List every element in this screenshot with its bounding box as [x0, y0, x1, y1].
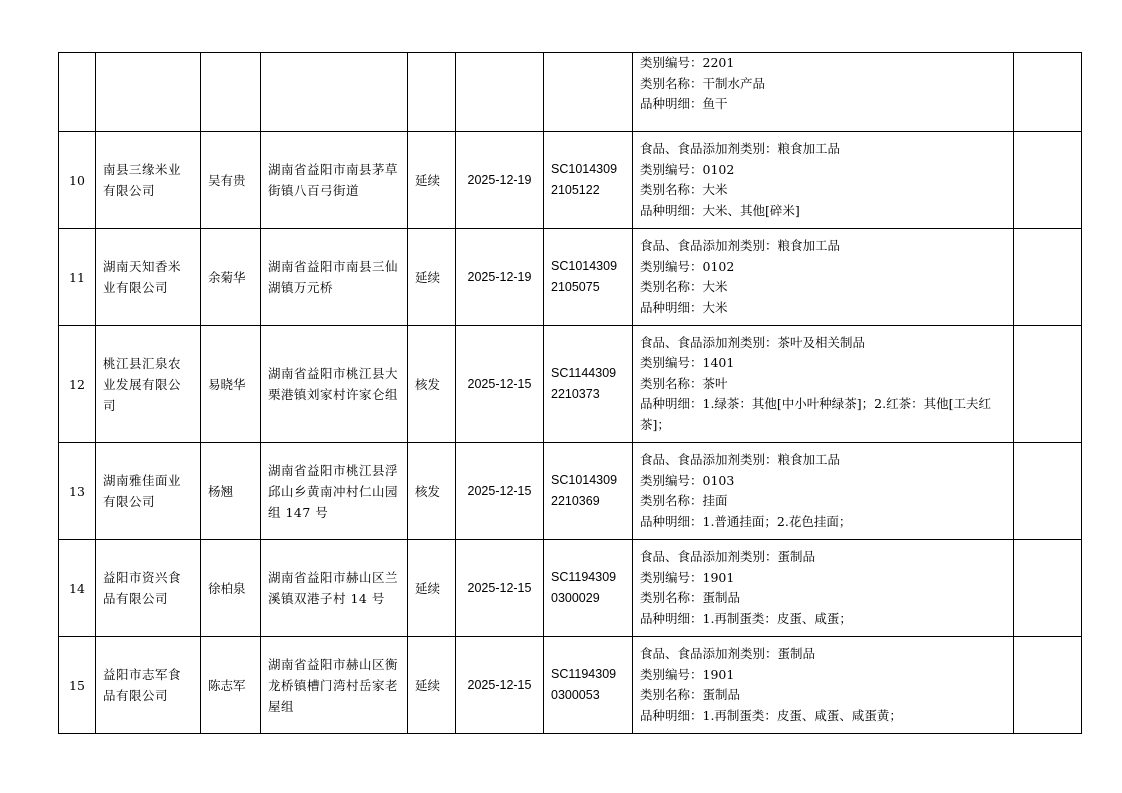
- table-row: [59, 132, 1082, 229]
- cell-address: 湖南省益阳市南县三仙湖镇万元桥: [261, 229, 408, 326]
- cell-address: 湖南省益阳市桃江县浮邱山乡黄南冲村仁山园组 147 号: [261, 443, 408, 540]
- detail-line: 食品、食品添加剂类别：粮食加工品: [640, 452, 841, 467]
- detail-line: 类别编号：2201: [640, 55, 735, 70]
- cell-no: 12: [59, 326, 96, 443]
- detail-line: 品种明细：1.再制蛋类：皮蛋、咸蛋、咸蛋黄；: [640, 707, 902, 723]
- detail-line: 类别名称：大米: [640, 279, 728, 294]
- cell-code: SC1014309 2210369: [544, 443, 633, 540]
- detail-line: 品种明细：鱼干: [640, 96, 728, 111]
- cell-no: 15: [59, 637, 96, 734]
- cell-details: [633, 326, 1014, 443]
- cell-details: [633, 229, 1014, 326]
- cell-type: 延续: [408, 637, 456, 734]
- detail-line: 食品、食品添加剂类别：蛋制品: [640, 646, 816, 661]
- cell-type: 延续: [408, 132, 456, 229]
- detail-line: 品种明细：大米: [640, 299, 728, 315]
- cell-person: 徐柏泉: [201, 540, 261, 637]
- cell-person: 吴有贵: [201, 132, 261, 229]
- cell-code: SC1014309 2105075: [544, 229, 633, 326]
- cell-date: 2025-12-15: [456, 443, 544, 540]
- cell-no: 14: [59, 540, 96, 637]
- detail-line: 类别编号：0103: [640, 472, 735, 488]
- cell-company: 益阳市志军食品有限公司: [96, 637, 201, 734]
- detail-line: 类别编号：1901: [640, 666, 735, 682]
- detail-line: 类别编号：0102: [640, 258, 735, 274]
- detail-line: 类别编号：1401: [640, 355, 735, 371]
- detail-line: 类别名称：蛋制品: [640, 687, 741, 702]
- cell-code: SC1144309 2210373: [544, 326, 633, 443]
- table-row: [59, 637, 1082, 734]
- cell-no: [59, 53, 96, 132]
- cell-date: 2025-12-19: [456, 132, 544, 229]
- cell-remark: [1014, 229, 1082, 326]
- cell-remark: [1014, 540, 1082, 637]
- cell-person: 陈志军: [201, 637, 261, 734]
- cell-type: [408, 53, 456, 132]
- cell-code: SC1014309 2105122: [544, 132, 633, 229]
- detail-line: 类别名称：蛋制品: [640, 590, 741, 605]
- cell-type: 延续: [408, 229, 456, 326]
- cell-person: 余菊华: [201, 229, 261, 326]
- detail-line: 品种明细：1.普通挂面；2.花色挂面；: [640, 513, 852, 529]
- cell-remark: [1014, 132, 1082, 229]
- detail-line: 类别名称：茶叶: [640, 375, 728, 391]
- cell-details: [633, 443, 1014, 540]
- cell-person: [201, 53, 261, 132]
- cell-no: 10: [59, 132, 96, 229]
- detail-line: 类别名称：挂面: [640, 493, 728, 508]
- cell-type: 核发: [408, 443, 456, 540]
- cell-company: 益阳市资兴食品有限公司: [96, 540, 201, 637]
- table-row: [59, 326, 1082, 443]
- cell-address: 湖南省益阳市桃江县大栗港镇刘家村许家仑组: [261, 326, 408, 443]
- cell-address: 湖南省益阳市赫山区兰溪镇双港子村 14 号: [261, 540, 408, 637]
- table-row: [59, 229, 1082, 326]
- cell-address: [261, 53, 408, 132]
- cell-code: SC1194309 0300029: [544, 540, 633, 637]
- cell-type: 核发: [408, 326, 456, 443]
- cell-code: SC1194309 0300053: [544, 637, 633, 734]
- cell-date: [456, 53, 544, 132]
- cell-company: 湖南天知香米业有限公司: [96, 229, 201, 326]
- cell-person: 杨翘: [201, 443, 261, 540]
- cell-company: 南县三缘米业有限公司: [96, 132, 201, 229]
- cell-address: 湖南省益阳市南县茅草街镇八百弓街道: [261, 132, 408, 229]
- detail-line: 品种明细：大米、其他[碎米]: [640, 202, 800, 218]
- cell-details: [633, 540, 1014, 637]
- cell-no: 11: [59, 229, 96, 326]
- detail-line: 品种明细：1.绿茶：其他[中小叶种绿茶]；2.红茶：其他[工夫红茶]；: [640, 396, 991, 432]
- detail-line: 食品、食品添加剂类别：粮食加工品: [640, 141, 841, 156]
- detail-line: 类别编号：1901: [640, 569, 735, 585]
- detail-line: 类别名称：干制水产品: [640, 75, 766, 91]
- detail-line: 品种明细：1.再制蛋类：皮蛋、咸蛋；: [640, 610, 852, 626]
- cell-person: 易晓华: [201, 326, 261, 443]
- cell-no: 13: [59, 443, 96, 540]
- license-table: [58, 52, 1082, 734]
- cell-code: [544, 53, 633, 132]
- table-row: [59, 540, 1082, 637]
- detail-line: 类别名称：大米: [640, 182, 728, 197]
- cell-date: 2025-12-15: [456, 326, 544, 443]
- detail-line: 食品、食品添加剂类别：粮食加工品: [640, 238, 841, 253]
- cell-remark: [1014, 637, 1082, 734]
- cell-date: 2025-12-19: [456, 229, 544, 326]
- cell-date: 2025-12-15: [456, 637, 544, 734]
- cell-company: 湖南雅佳面业有限公司: [96, 443, 201, 540]
- cell-remark: [1014, 443, 1082, 540]
- table-row-continued: [59, 53, 1082, 132]
- cell-remark: [1014, 326, 1082, 443]
- cell-company: 桃江县汇泉农业发展有限公司: [96, 326, 201, 443]
- cell-date: 2025-12-15: [456, 540, 544, 637]
- detail-line: 食品、食品添加剂类别：蛋制品: [640, 549, 816, 564]
- cell-address: 湖南省益阳市赫山区衡龙桥镇槽门湾村岳家老屋组: [261, 637, 408, 734]
- table-row: [59, 443, 1082, 540]
- detail-line: 食品、食品添加剂类别：茶叶及相关制品: [640, 334, 866, 350]
- cell-details: [633, 637, 1014, 734]
- cell-type: 延续: [408, 540, 456, 637]
- cell-remark: [1014, 53, 1082, 132]
- cell-details: [633, 53, 1014, 132]
- cell-details: [633, 132, 1014, 229]
- detail-line: 类别编号：0102: [640, 161, 735, 177]
- cell-company: [96, 53, 201, 132]
